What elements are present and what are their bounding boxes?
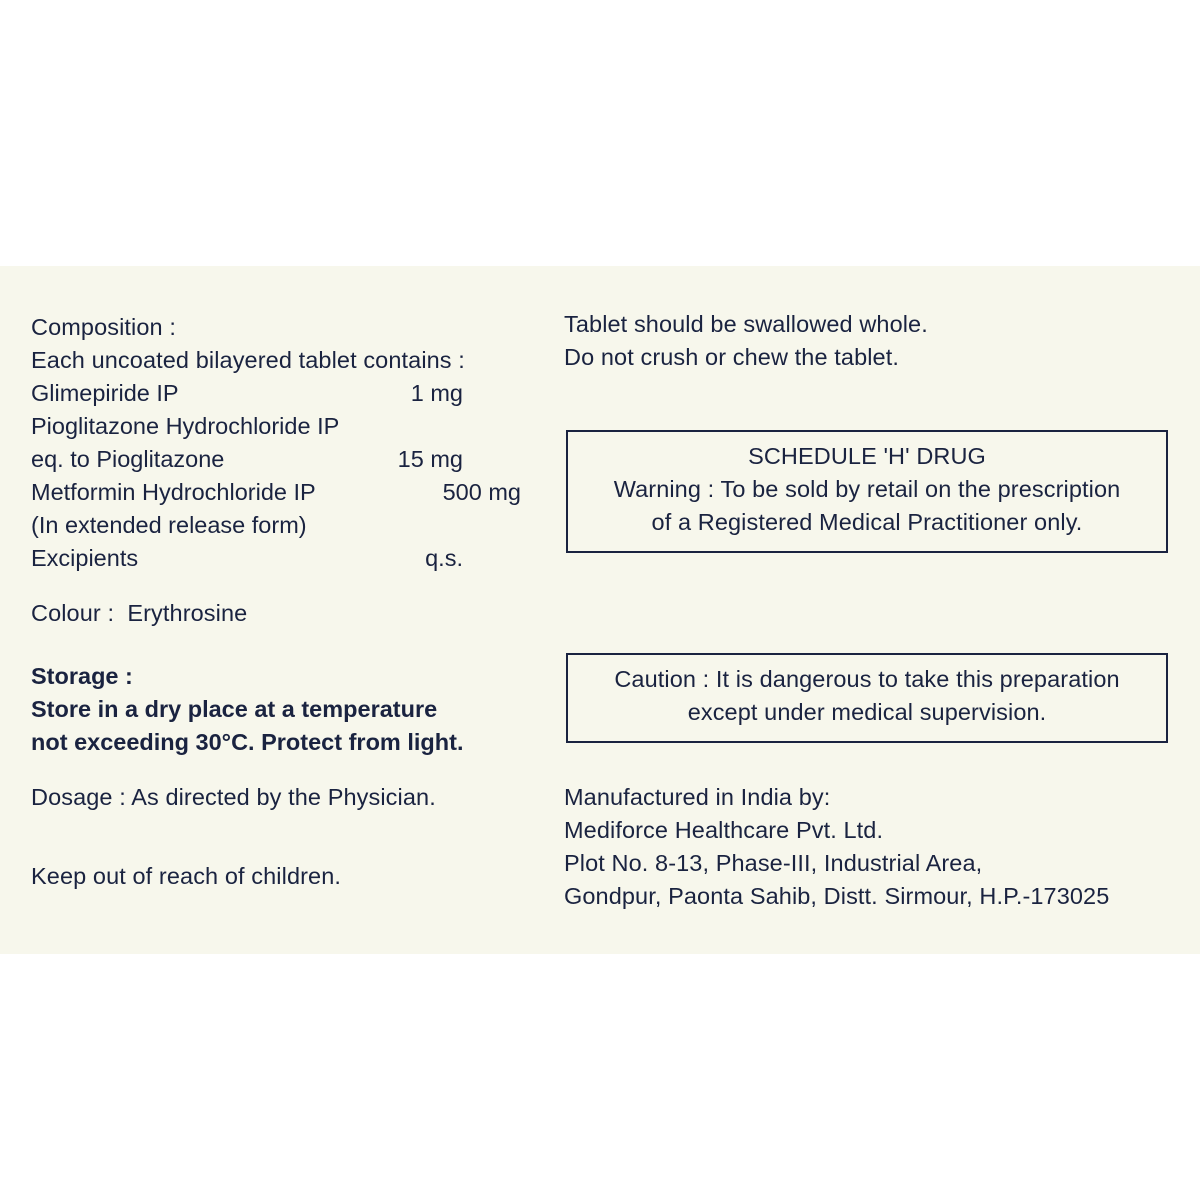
keep-out-of-reach-line: Keep out of reach of children. xyxy=(31,863,342,889)
swallow-instructions xyxy=(564,308,1170,374)
caution-box xyxy=(566,653,1168,743)
ingredient-row xyxy=(31,542,531,575)
composition-subheading: Each uncoated bilayered tablet contains : xyxy=(31,347,465,373)
ingredient-name: Glimepiride IP xyxy=(31,380,179,406)
manufacturer-line-4: Gondpur, Paonta Sahib, Distt. Sirmour, H.P.-173025 xyxy=(564,883,1110,909)
caution-line-2: except under medical supervision. xyxy=(687,699,1047,725)
storage-line-2: not exceeding 30°C. Protect from light. xyxy=(31,729,464,755)
schedule-box-title: SCHEDULE 'H' DRUG xyxy=(748,443,986,469)
swallow-line-1: Tablet should be swallowed whole. xyxy=(564,311,928,337)
ingredient-amount: 500 mg xyxy=(442,479,521,505)
ingredient-amount: 15 mg xyxy=(397,446,463,472)
manufacturer-line-1: Manufactured in India by: xyxy=(564,784,831,810)
schedule-box-line-1: Warning : To be sold by retail on the prescription xyxy=(613,476,1121,502)
ingredient-row xyxy=(31,443,531,476)
ingredient-row xyxy=(31,509,531,542)
ingredient-name: Pioglitazone Hydrochloride IP xyxy=(31,413,340,439)
ingredient-row xyxy=(31,476,531,509)
manufacturer-line-3: Plot No. 8-13, Phase-III, Industrial Area, xyxy=(564,850,983,876)
schedule-box-line-2: of a Registered Medical Practitioner only. xyxy=(651,509,1083,535)
ingredient-name: Metformin Hydrochloride IP xyxy=(31,479,316,505)
ingredient-amount: 1 mg xyxy=(410,380,463,406)
storage-heading: Storage : xyxy=(31,663,133,689)
ingredient-name: (In extended release form) xyxy=(31,512,307,538)
manufacturer-line-2: Mediforce Healthcare Pvt. Ltd. xyxy=(564,817,884,843)
ingredient-row xyxy=(31,410,531,443)
ingredient-amount: q.s. xyxy=(425,545,463,571)
ingredient-name: eq. to Pioglitazone xyxy=(31,446,225,472)
caution-line-1: Caution : It is dangerous to take this preparation xyxy=(614,666,1120,692)
ingredient-name: Excipients xyxy=(31,545,139,571)
colour-line: Colour : Erythrosine xyxy=(31,600,248,626)
composition-section xyxy=(31,311,531,893)
ingredient-row xyxy=(31,377,531,410)
dosage-line: Dosage : As directed by the Physician. xyxy=(31,784,436,810)
schedule-h-drug-box xyxy=(566,430,1168,553)
storage-line-1: Store in a dry place at a temperature xyxy=(31,696,438,722)
medicine-label-card xyxy=(0,266,1200,954)
swallow-line-2: Do not crush or chew the tablet. xyxy=(564,344,899,370)
manufacturer-block xyxy=(564,781,1184,913)
composition-heading: Composition : xyxy=(31,314,176,340)
